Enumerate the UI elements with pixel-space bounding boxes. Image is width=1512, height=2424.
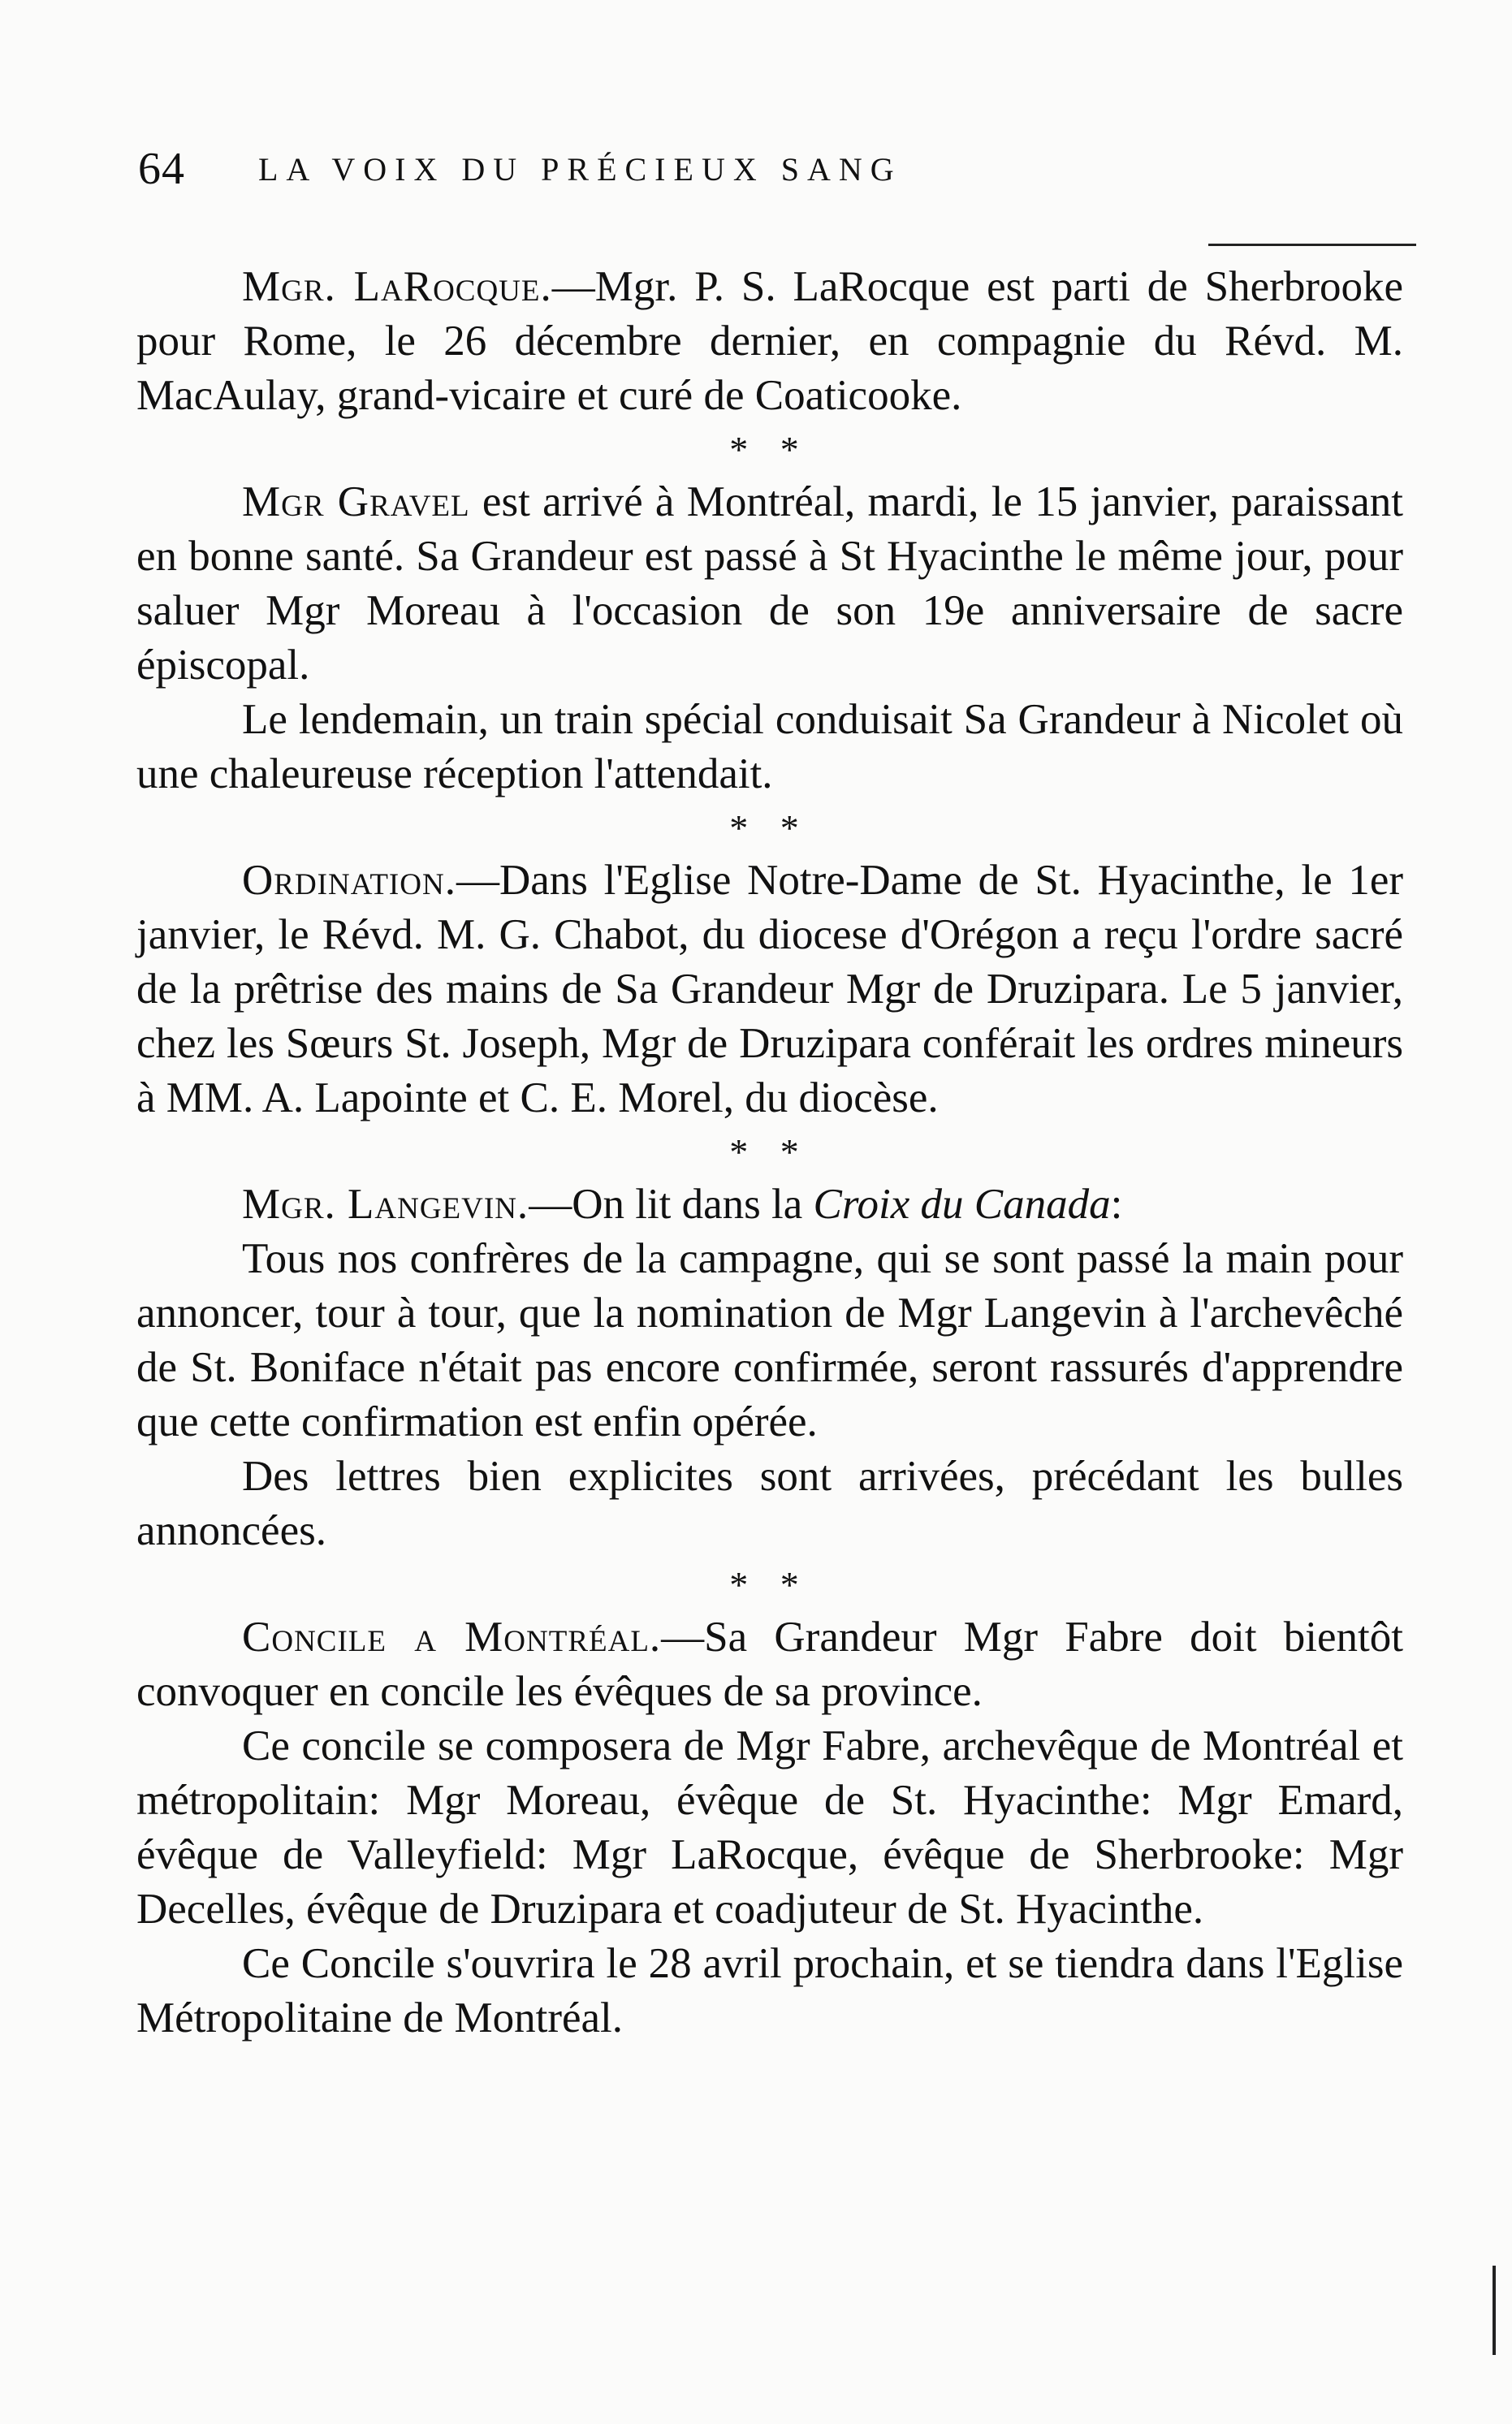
separator-3: * * xyxy=(729,1131,810,1173)
page-body xyxy=(136,260,1403,2046)
heading-concile: Concile a Montréal. xyxy=(242,1614,662,1661)
paragraph-concile-3: Ce Concile s'ouvrira le 28 avril prochain, et se tiendra dans l'Eglise Métropolitaine de Montréal. xyxy=(136,1940,1403,2042)
paragraph-concile xyxy=(136,1610,1403,1719)
text-langevin: —On lit dans la xyxy=(529,1181,814,1228)
paragraph-ordination xyxy=(136,853,1403,1126)
page-number: 64 xyxy=(138,144,185,194)
text-concile: —Sa Grandeur Mgr Fabre doit bientôt convoquer en concile les évêques de sa province. xyxy=(136,1614,1403,1715)
heading-larocque: Mgr. LaRocque. xyxy=(242,263,552,310)
paragraph-langevin-3: Des lettres bien explicites sont arrivées, précédant les bulles annoncées. xyxy=(136,1453,1403,1554)
paragraph-gravel xyxy=(136,475,1403,693)
separator-1: * * xyxy=(729,429,810,470)
heading-gravel: Mgr Gravel xyxy=(242,478,470,525)
paragraph-langevin-2: Tous nos confrères de la campagne, qui se sont passé la main pour annoncer, tour à tour, que la nomination de Mgr Langevin à l'archevêché de St. Boniface n'était pas encore confirmée, seront rassurés d'apprendre que cette confirmation est enfin opérée. xyxy=(136,1235,1403,1445)
heading-ordination: Ordination. xyxy=(242,857,456,904)
paragraph-larocque xyxy=(136,260,1403,423)
page-header xyxy=(138,136,1405,201)
source-langevin: Croix du Canada xyxy=(813,1181,1111,1228)
paragraph-gravel-2: Le lendemain, un train spécial conduisait Sa Grandeur à Nicolet où une chaleureuse réception l'attendait. xyxy=(136,696,1403,797)
text-ordination: —Dans l'Eglise Notre-Dame de St. Hyacinthe, le 1er janvier, le Révd. M. G. Chabot, du diocese d'Orégon a reçu l'ordre sacré de la prêtrise des mains de Sa Grandeur Mgr de Druzipara. Le 5 janvier, chez les Sœurs St. Joseph, Mgr de Druzipara conférait les ordres mineurs à MM. A. Lapointe et C. E. Morel, du diocèse. xyxy=(136,857,1403,1121)
page-edge-mark xyxy=(1493,2266,1496,2355)
text-langevin-end: : xyxy=(1110,1181,1123,1228)
text-gravel: est arrivé à Montréal, mardi, le 15 janvier, paraissant en bonne santé. Sa Grandeur est passé à St Hyacinthe le même jour, pour saluer Mgr Moreau à l'occasion de son 19e anniversaire de sacre épiscopal. xyxy=(136,478,1403,689)
separator-4: * * xyxy=(729,1564,810,1605)
running-title: LA VOIX DU PRÉCIEUX SANG xyxy=(258,151,902,188)
header-rule xyxy=(1208,244,1416,246)
paragraph-concile-2: Ce concile se composera de Mgr Fabre, archevêque de Montréal et métropolitain: Mgr Moreau, évêque de St. Hyacinthe: Mgr Emard, évêque de Valleyfield: Mgr LaRocque, évêque de Sherbrooke: Mgr Decelles, évêque de Druzipara et coadjuteur de St. Hyacinthe. xyxy=(136,1722,1403,1933)
heading-langevin: Mgr. Langevin. xyxy=(242,1181,529,1228)
text-larocque: —Mgr. P. S. LaRocque est parti de Sherbrooke pour Rome, le 26 décembre dernier, en compagnie du Révd. M. MacAulay, grand-vicaire et curé de Coaticooke. xyxy=(136,263,1403,419)
paragraph-langevin xyxy=(136,1177,1403,1232)
separator-2: * * xyxy=(729,807,810,849)
